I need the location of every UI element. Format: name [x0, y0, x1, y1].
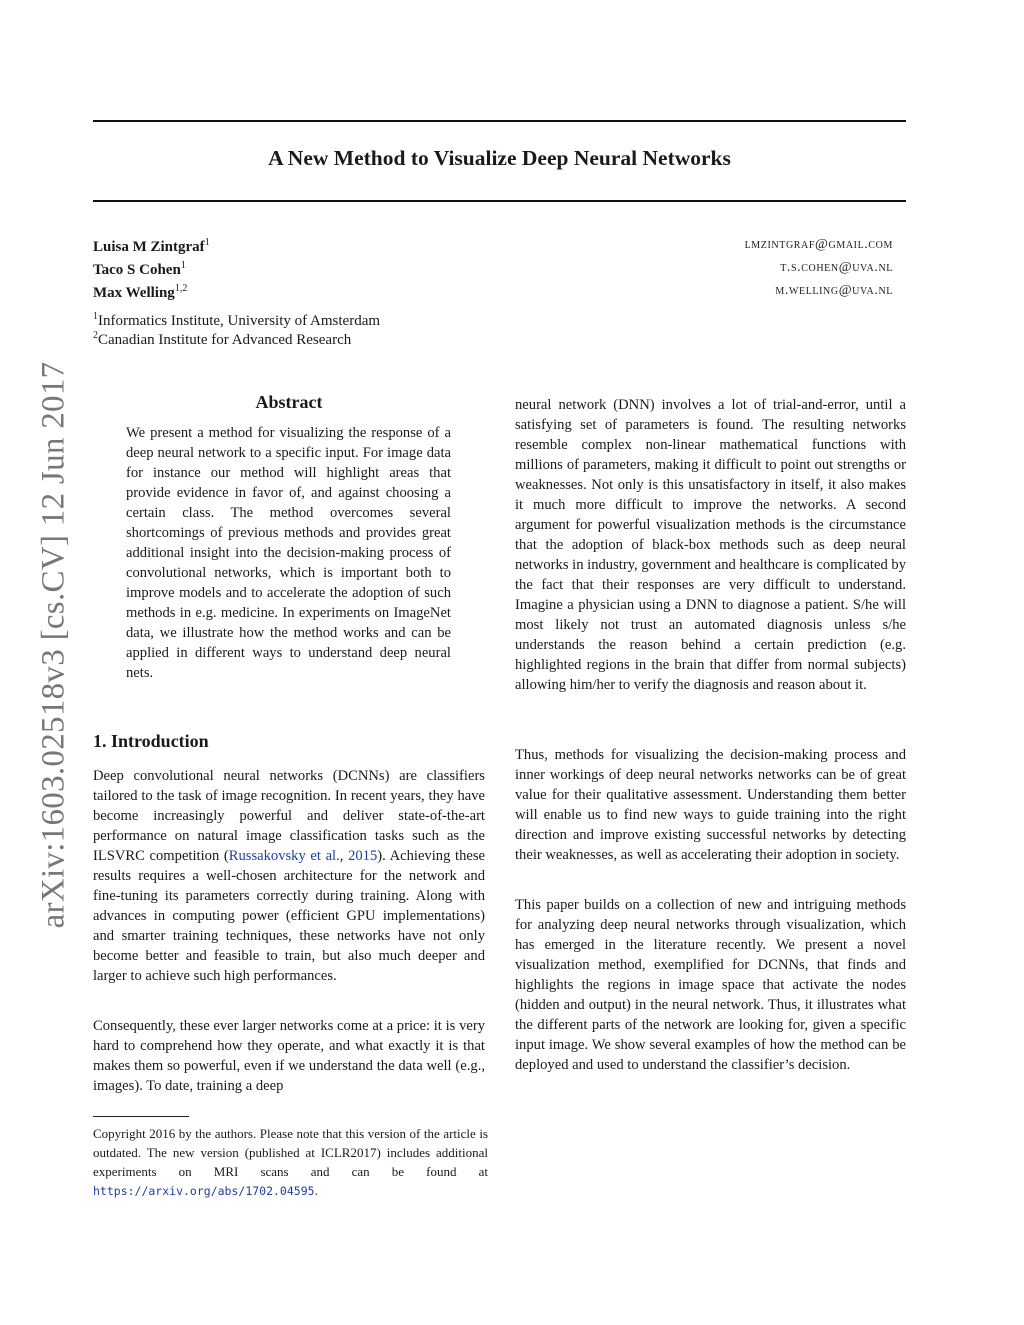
author-name: Taco S Cohen$^1$ [93, 260, 186, 278]
intro-paragraph: This paper builds on a collection of new and intriguing methods for analyzing deep neural networks through visualization, which has emerged in the literature recently. We present a novel visualization method, exemplified for DCNNs, that finds and highlights the regions in image space that activate the nodes (hidden and output) in the neural network. Thus, it illustrates what the different parts of the network are looking for, given a specific input image. We show several examples of how the method can be deployed and used to understand the classifier’s decision. [515, 897, 906, 1073]
footnote-url-link[interactable]: https://arxiv.org/abs/1702.04595 [93, 1184, 315, 1198]
citation-link[interactable]: Russakovsky et al. [228, 848, 340, 864]
intro-paragraph: Deep convolutional neural networks (DCNNs) are classifiers tailored to the task of image recognition. In recent years, they have become increasingly powerful and deliver state-of-the-art performance on natural image classification tasks such as the ILSVRC competition (Russakovsky et al., 2015). Achieving these results requires a well-chosen architecture for the network and fine-tuning its parameters correctly during training. Along with advances in computing power (efficient GPU implementations) and smarter training techniques, these networks have not only become better and feasible to train, but also much deeper and larger to achieve such high performances. [93, 768, 485, 984]
intro-paragraph: Thus, methods for visualizing the decision-making process and inner workings of deep neural networks networks can be of great value for their qualitative assessment. Understanding them better will enable us to find new ways to guide training into the right direction and improve existing successful networks by detecting their weaknesses, as well as accelerating their adoption in society. [515, 747, 906, 863]
intro-paragraph: neural network (DNN) involves a lot of trial-and-error, until a satisfying set of parameters is found. The resulting networks resemble complex non-linear mathematical functions with millions of parameters, making it difficult to point out strengths or weaknesses. Not only is this unsatisfactory in itself, it also makes it much more difficult to improve the networks. A second argument for powerful visualization methods is the circumstance that the adoption of black-box methods such as deep neural networks in industry, government and healthcare is complicated by the fact that their responses are very difficult to understand. Imagine a physician using a DNN to diagnose a patient. S/he will most likely not trust an automated diagnosis unless s/he understands the reason behind a certain prediction (e.g. highlighted regions in the brain that differ from normal subjects) allowing him/her to verify the diagnosis and reason about it. [515, 397, 906, 693]
abstract-heading: Abstract [255, 392, 323, 412]
author-email[interactable]: lmzintgraf@gmail.com [744, 237, 893, 252]
title-rule-bottom [93, 200, 906, 202]
author-name: Max Welling$^{1,2}$ [93, 283, 188, 301]
section-heading-introduction: 1. Introduction [93, 731, 209, 751]
author-email[interactable]: t.s.cohen@uva.nl [780, 260, 893, 275]
arxiv-side-stamp: arXiv:1603.02518v3 [cs.CV] 12 Jun 2017 [35, 361, 72, 929]
title-rule-top [93, 120, 906, 122]
affiliation: $^1$Informatics Institute, University of Amsterdam [93, 311, 381, 329]
author-row [93, 283, 893, 305]
footnote: Copyright 2016 by the authors. Please note that this version of the article is outdated. The new version (published at ICLR2017) includes additional experiments on MRI scans and can be found at https://arxiv.org/abs/1702.04595. [93, 1126, 488, 1198]
affiliation: $^2$Canadian Institute for Advanced Research [93, 330, 352, 348]
author-row [93, 237, 893, 259]
intro-paragraph: Consequently, these ever larger networks come at a price: it is very hard to comprehend how they operate, and what exactly it is that makes them so powerful, even if we understand the data well (e.g., images). To date, training a deep [93, 1018, 485, 1094]
citation-link[interactable]: 2015 [348, 848, 378, 864]
author-name: Luisa M Zintgraf$^1$ [93, 237, 210, 255]
abstract-body: We present a method for visualizing the response of a deep neural network to a specific input. For image data for instance our method will highlight areas that provide evidence in favor of, and against choosing a certain class. The method overcomes several shortcomings of previous methods and provides great additional insight into the decision-making process of convolutional networks, which is important both to improve models and to accelerate the adoption of such methods in e.g. medicine. In experiments on ImageNet data, we illustrate how the method works and can be applied in different ways to understand deep neural nets. [126, 425, 451, 681]
paper-title: A New Method to Visualize Deep Neural Networks [268, 146, 731, 170]
author-email[interactable]: m.welling@uva.nl [775, 283, 893, 298]
footnote-rule [93, 1116, 189, 1117]
author-row [93, 260, 893, 282]
